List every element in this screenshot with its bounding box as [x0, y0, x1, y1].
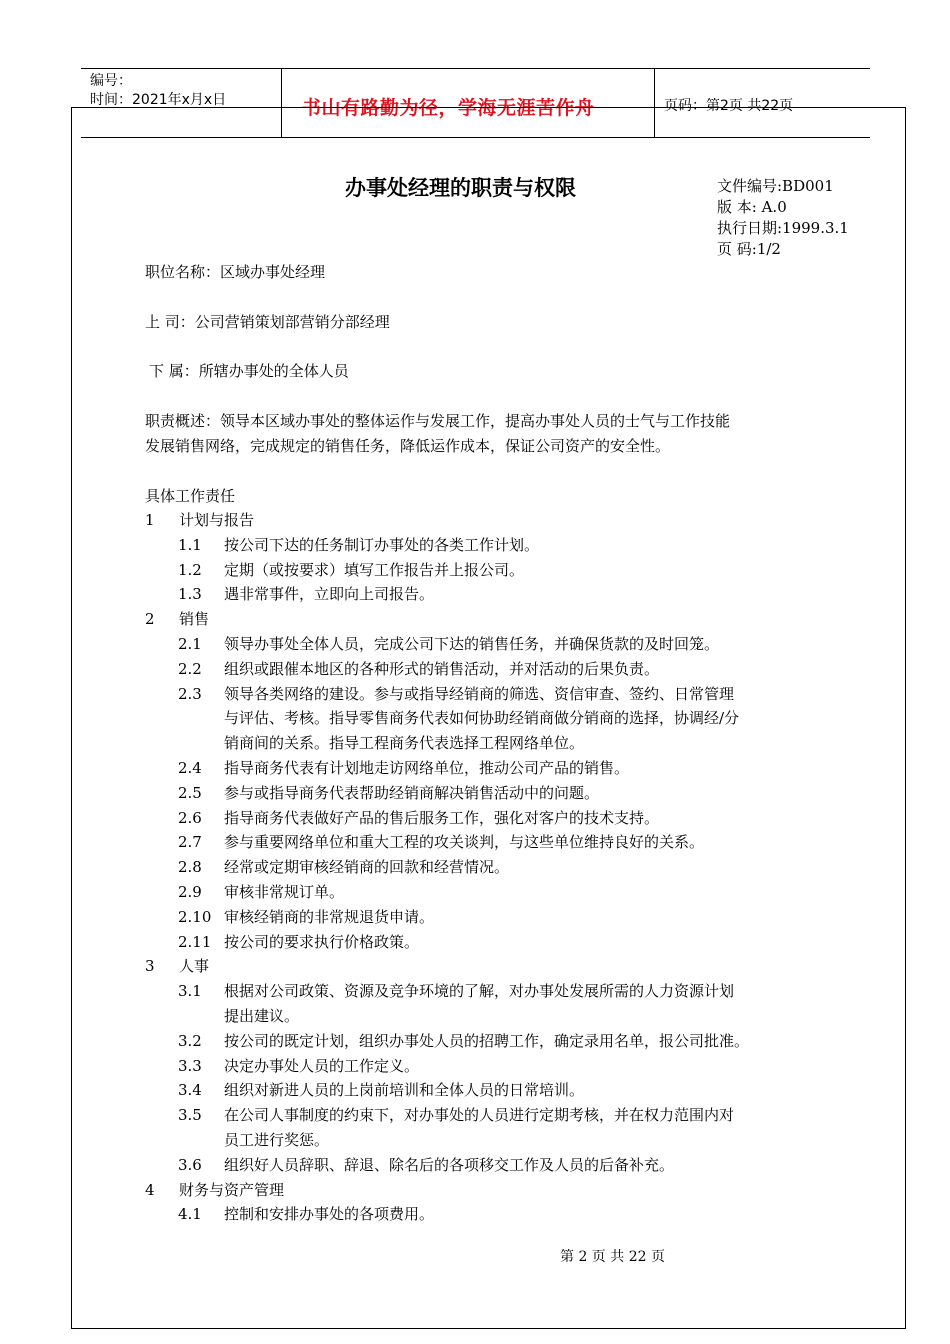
time-label: 时间：2021年x月x日 [90, 92, 227, 108]
item-text: 组织对新进人员的上岗前培训和全体人员的日常培训。 [224, 1081, 585, 1100]
meta-line: 文件编号:BD001 [717, 177, 834, 195]
item-text: 指导商务代表做好产品的售后服务工作，强化对客户的技术支持。 [224, 808, 660, 827]
item-text: 参与重要网络单位和重大工程的攻关谈判，与这些单位维持良好的关系。 [224, 833, 705, 852]
item-text: 领导办事处全体人员，完成公司下达的销售任务，并确保货款的及时回笼。 [224, 635, 720, 653]
item-number: 1.2 [178, 560, 202, 579]
section-number: 2 [145, 610, 155, 629]
section-title: 计划与报告 [179, 511, 255, 529]
position-name: 职位名称：区域办事处经理 [145, 263, 326, 281]
item-number: 3.1 [178, 982, 202, 1001]
item-text: 指导商务代表有计划地走访网络单位，推动公司产品的销售。 [224, 759, 630, 777]
item-text: 组织好人员辞职、辞退、除名后的各项移交工作及人员的后备补充。 [224, 1155, 675, 1174]
item-number: 2.10 [178, 907, 212, 926]
item-text: 员工进行奖惩。 [224, 1131, 330, 1149]
item-number: 3.2 [178, 1031, 202, 1050]
item-text: 决定办事处人员的工作定义。 [224, 1056, 420, 1075]
section-number: 3 [145, 957, 155, 976]
item-text: 按公司的要求执行价格政策。 [224, 932, 420, 951]
item-number: 2.6 [178, 808, 202, 827]
item-text: 组织或跟催本地区的各种形式的销售活动，并对活动的后果负责。 [224, 659, 660, 678]
item-number: 3.6 [178, 1155, 202, 1174]
meta-line: 执行日期:1999.3.1 [717, 219, 849, 237]
section-heading [145, 609, 209, 629]
item-text: 领导各类网络的建设。参与或指导经销商的筛选、资信审查、签约、日常管理 [224, 684, 735, 703]
item-text: 按公司下达的任务制订办事处的各类工作计划。 [224, 535, 540, 554]
number-label: 编号： [90, 73, 132, 89]
item-text: 参与或指导商务代表帮助经销商解决销售活动中的问题。 [224, 783, 600, 802]
item-number: 3.4 [178, 1081, 202, 1100]
item-number: 2.5 [178, 783, 202, 802]
item-text: 与评估、考核。指导零售商务代表如何协助经销商做分销商的选择，协调经/分 [224, 709, 740, 728]
meta-line: 页 码:1/2 [717, 240, 781, 258]
slogan: 书山有路勤为径，学海无涯苦作舟 [302, 97, 595, 119]
section-title: 财务与资产管理 [179, 1180, 285, 1199]
item-number: 2.3 [178, 684, 202, 703]
section-heading [145, 510, 254, 530]
superior: 上 司：公司营销策划部营销分部经理 [145, 313, 390, 331]
section-number: 1 [145, 511, 155, 529]
item-number: 2.9 [178, 883, 202, 901]
duties-heading: 具体工作责任 [145, 487, 236, 505]
section-heading [145, 1180, 284, 1200]
overview-line: 发展销售网络，完成规定的销售任务，降低运作成本，保证公司资产的安全性。 [145, 437, 671, 455]
section-number: 4 [145, 1180, 155, 1199]
item-text: 审核经销商的非常规退货申请。 [224, 907, 435, 926]
item-text: 控制和安排办事处的各项费用。 [224, 1205, 435, 1224]
item-number: 2.11 [178, 932, 212, 951]
overview-line: 职责概述：领导本区域办事处的整体运作与发展工作，提高办事处人员的士气与工作技能 [145, 412, 731, 430]
page-title: 办事处经理的职责与权限 [345, 176, 576, 200]
item-number: 1.1 [178, 535, 202, 554]
item-number: 1.3 [178, 585, 202, 604]
item-text: 销商间的关系。指导工程商务代表选择工程网络单位。 [224, 734, 585, 753]
item-number: 2.1 [178, 635, 202, 653]
section-title: 销售 [179, 610, 210, 629]
item-number: 3.3 [178, 1056, 202, 1075]
item-number: 3.5 [178, 1106, 202, 1125]
document-meta [717, 176, 849, 260]
item-text: 提出建议。 [224, 1007, 300, 1025]
item-number: 2.8 [178, 858, 202, 877]
item-number: 2.2 [178, 659, 202, 678]
item-text: 审核非常规订单。 [224, 883, 345, 901]
item-text: 定期（或按要求）填写工作报告并上报公司。 [224, 560, 525, 579]
page-info: 页码：第2页 共22页 [664, 98, 794, 114]
item-number: 4.1 [178, 1205, 202, 1224]
item-text: 按公司的既定计划，组织办事处人员的招聘工作，确定录用名单，报公司批准。 [224, 1031, 750, 1050]
item-text: 经常或定期审核经销商的回款和经营情况。 [224, 858, 510, 877]
item-text: 遇非常事件，立即向上司报告。 [224, 585, 435, 604]
meta-line: 版 本: A.0 [717, 198, 787, 216]
item-text: 在公司人事制度的约束下，对办事处的人员进行定期考核，并在权力范围内对 [224, 1106, 735, 1125]
page-footer: 第 2 页 共 22 页 [560, 1249, 665, 1265]
item-number: 2.7 [178, 833, 202, 852]
item-number: 2.4 [178, 759, 202, 777]
section-title: 人事 [179, 957, 210, 976]
subordinate: 下 属：所辖办事处的全体人员 [149, 362, 349, 380]
item-text: 根据对公司政策、资源及竞争环境的了解，对办事处发展所需的人力资源计划 [224, 982, 735, 1001]
section-heading [145, 956, 209, 976]
